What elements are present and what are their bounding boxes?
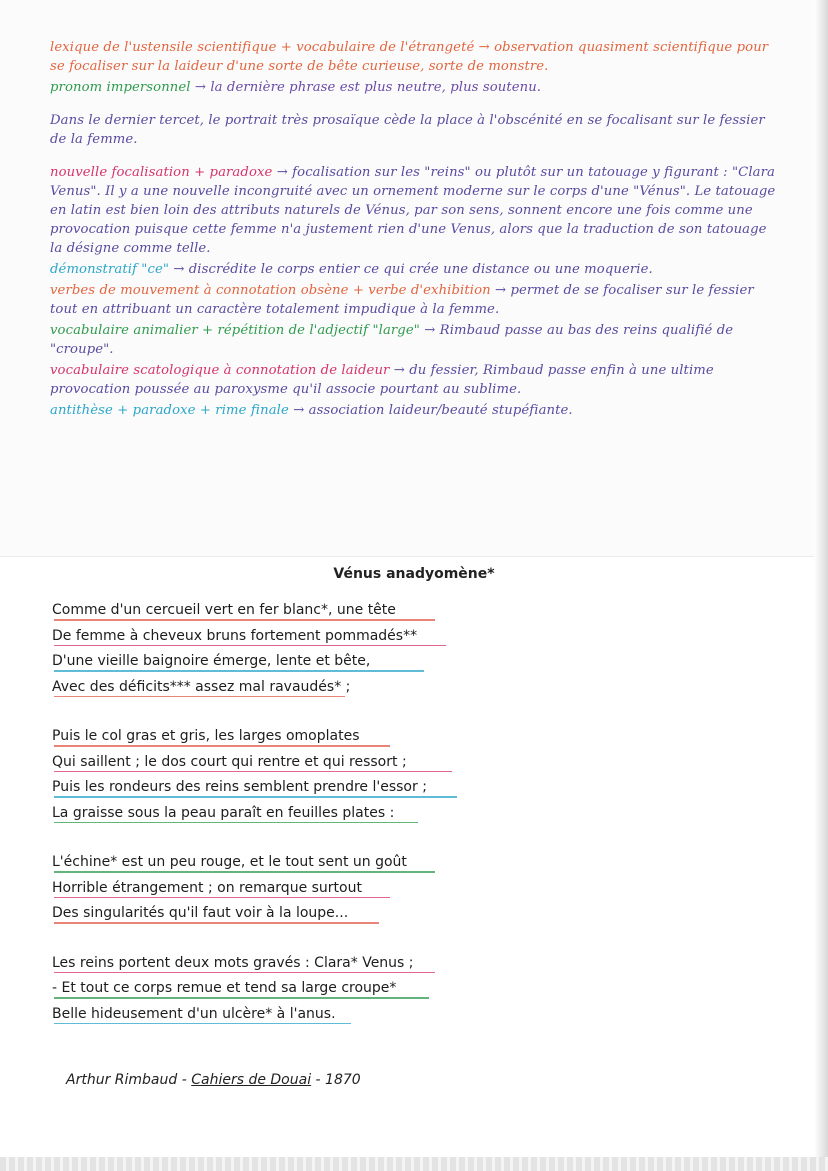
note-2: pronom impersonnel → la dernière phrase est plus neutre, plus soutenu.	[50, 80, 542, 95]
verse: L'échine* est un peu rouge, et le tout sent un goût	[52, 850, 612, 876]
poem	[52, 598, 612, 1051]
stanza-4	[52, 951, 612, 1028]
verse: Les reins portent deux mots gravés : Clara* Venus ;	[52, 951, 612, 977]
verse: Puis le col gras et gris, les larges omoplates	[52, 724, 612, 750]
note-6: verbes de mouvement à connotation obsène + verbe d'exhibition → permet de se focaliser sur le fessier tout en attribuant un caractère totalement impudique à la femme.	[50, 283, 754, 317]
poem-title: Vénus anadyomène*	[333, 566, 495, 582]
verse: Avec des déficits*** assez mal ravaudés* ;	[52, 675, 612, 701]
verse: Horrible étrangement ; on remarque surtout	[52, 876, 612, 902]
book-title: Cahiers de Douai	[191, 1072, 312, 1088]
note-3: Dans le dernier tercet, le portrait très prosaïque cède la place à l'obscénité en se focalisant sur le fessier de la femme.	[50, 113, 765, 147]
verse: Des singularités qu'il faut voir à la loupe...	[52, 901, 612, 927]
verse: Comme d'un cercueil vert en fer blanc*, une tête	[52, 598, 612, 624]
stanza-3	[52, 850, 612, 927]
verse: - Et tout ce corps remue et tend sa large croupe*	[52, 976, 612, 1002]
publication-year: - 1870	[311, 1072, 361, 1088]
page-edge-shadow	[814, 0, 828, 1171]
note-9: antithèse + paradoxe + rime finale → association laideur/beauté stupéfiante.	[50, 403, 573, 418]
note-4: nouvelle focalisation + paradoxe → focalisation sur les "reins" ou plutôt sur un tatouage y figurant : "Clara Venus". Il y a une nouvelle incongruité avec un ornement moderne sur le corps d'une "Vénus". Le tatouage en latin est bien loin des attributs naturels de Vénus, par son sens, sonnent encore une fois comme une provocation puisque cette femme n'a justement rien d'une Venus, alors que la traduction de son tatouage la désigne comme telle.	[50, 165, 776, 256]
verse: De femme à cheveux bruns fortement pommadés**	[52, 624, 612, 650]
note-7: vocabulaire animalier + répétition de l'adjectif "large" → Rimbaud passe au bas des reins qualifié de "croupe".	[50, 323, 734, 357]
verse: Belle hideusement d'un ulcère* à l'anus.	[52, 1002, 612, 1028]
verse: Qui saillent ; le dos court qui rentre et qui ressort ;	[52, 750, 612, 776]
page-bottom-edge	[0, 1157, 828, 1171]
note-8: vocabulaire scatologique à connotation de laideur → du fessier, Rimbaud passe enfin à une ultime provocation poussée au paroxysme qu'il associe pourtant au sublime.	[50, 363, 714, 397]
poem-attribution	[66, 1072, 361, 1088]
note-5: démonstratif "ce" → discrédite le corps entier ce qui crée une distance ou une moquerie.	[50, 262, 653, 277]
verse: La graisse sous la peau paraît en feuilles plates :	[52, 801, 612, 827]
handwritten-notes	[50, 38, 780, 422]
stanza-2	[52, 724, 612, 826]
stanza-1	[52, 598, 612, 700]
author-name: Arthur Rimbaud -	[66, 1072, 192, 1088]
verse: Puis les rondeurs des reins semblent prendre l'essor ;	[52, 775, 612, 801]
note-1-comment: → observation quasiment scientifique pour se focaliser sur la laideur d'une sorte de bête curieuse, sorte de monstre.	[50, 40, 769, 74]
note-1: lexique de l'ustensile scientifique + vocabulaire de l'étrangeté → observation quasiment scientifique pour se focaliser sur la laideur d'une sorte de bête curieuse, sorte de monstre.	[50, 40, 769, 74]
verse: D'une vieille baignoire émerge, lente et bête,	[52, 649, 612, 675]
